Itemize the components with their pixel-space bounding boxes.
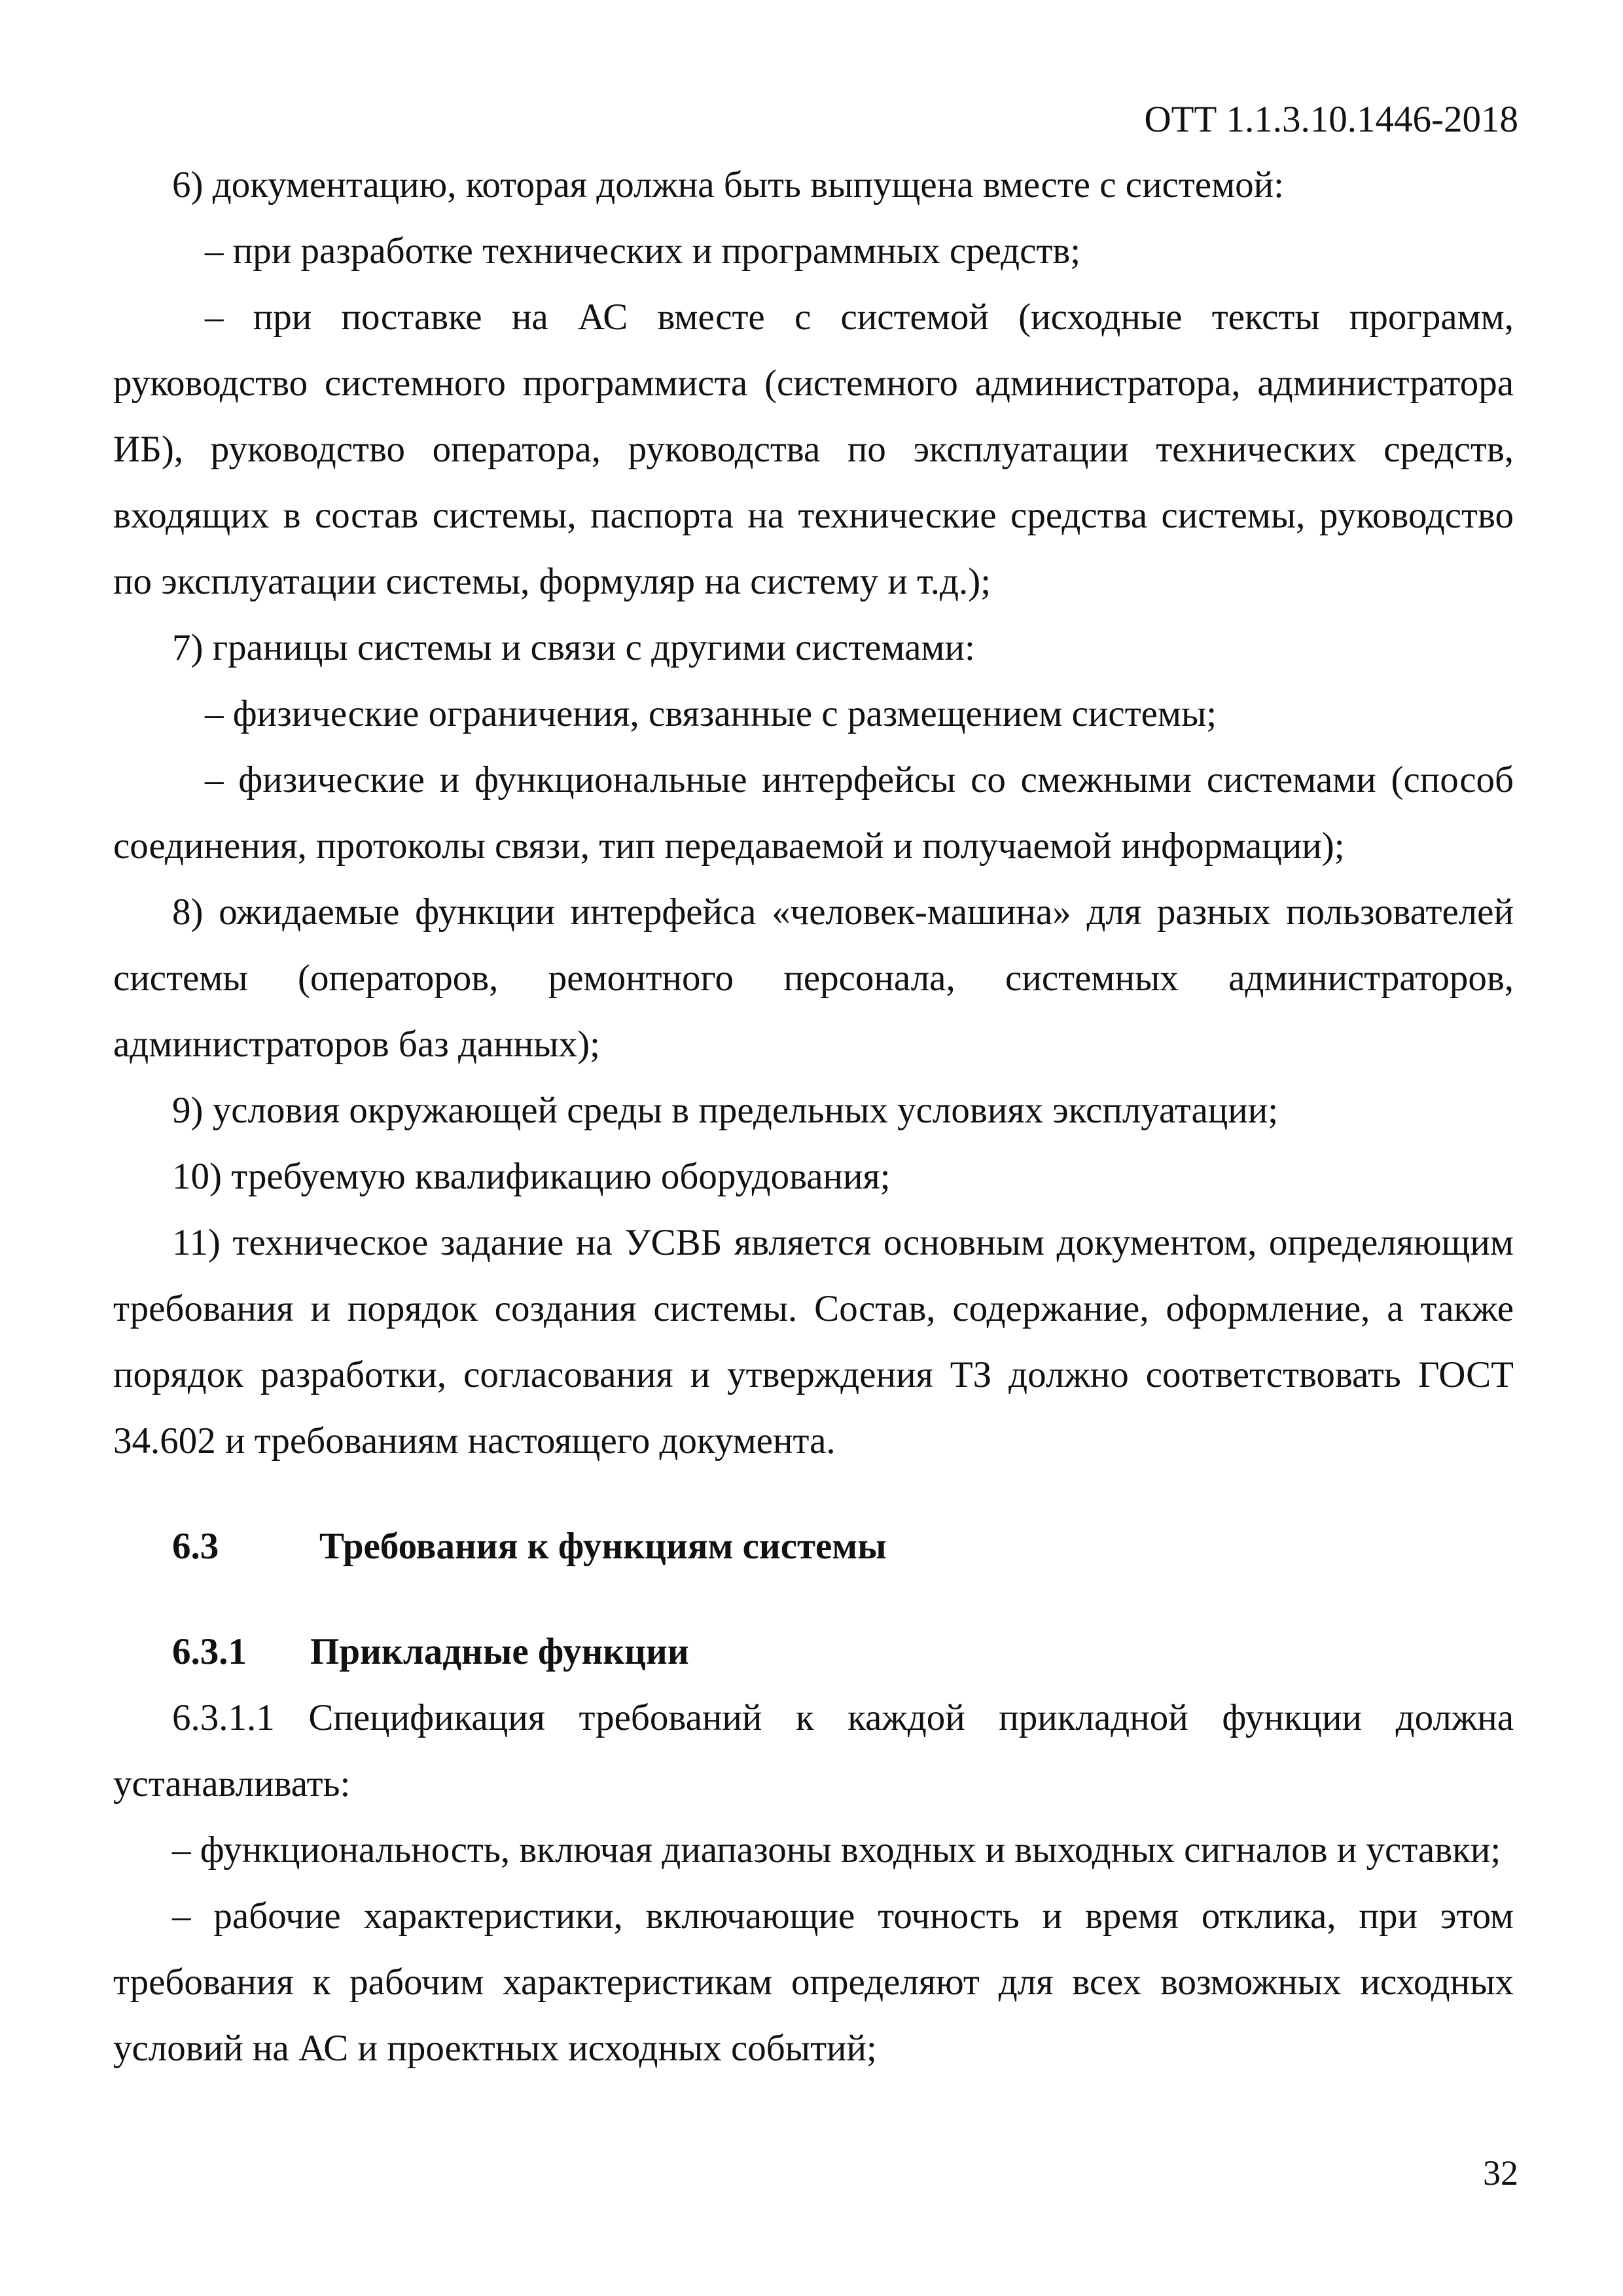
list-item-9: 9) условия окружающей среды в предельных условиях эксплуатации; xyxy=(172,1090,1279,1131)
list-item-8: 8) ожидаемые функции интерфейса «человек-машина» для разных пользователей системы (операторов, ремонтного персонала, системных администраторов, администраторов баз данных); xyxy=(113,891,1514,1065)
page-number: 32 xyxy=(1483,2153,1518,2193)
document-code: ОТТ 1.1.3.10.1446-2018 xyxy=(1144,99,1518,140)
document-body xyxy=(113,152,1514,2081)
clause-6-3-1-1: 6.3.1.1 Спецификация требований к каждой прикладной функции должна устанавливать: xyxy=(113,1697,1514,1804)
section-number: 6.3.1 xyxy=(172,1631,247,1672)
clause-performance: – рабочие характеристики, включающие точность и время отклика, при этом требования к рабочим характеристикам определяют для всех возможных исходных условий на АС и проектных исходных событий; xyxy=(113,1895,1514,2069)
list-item-6-delivery: – при поставке на АС вместе с системой (исходные тексты программ, руководство системного программиста (системного администратора, администратора ИБ), руководство оператора, руководства по эксплуатации технических средств, входящих в состав системы, паспорта на технические средства системы, руководство по эксплуатации системы, формуляр на систему и т.д.); xyxy=(113,296,1514,602)
list-item-6: 6) документацию, которая должна быть выпущена вместе с системой: xyxy=(172,164,1285,206)
list-item-6-dev: – при разработке технических и программных средств; xyxy=(205,230,1081,272)
list-item-7: 7) границы системы и связи с другими системами: xyxy=(172,627,975,668)
section-number: 6.3 xyxy=(172,1526,219,1567)
list-item-11: 11) техническое задание на УСВБ является основным документом, определяющим требования и порядок создания системы. Состав, содержание, оформление, а также порядок разработки, согласования и утверждения ТЗ должно соответствовать ГОСТ 34.602 и требованиям настоящего документа. xyxy=(113,1222,1514,1462)
list-item-7-interfaces: – физические и функциональные интерфейсы со смежными системами (способ соединения, протоколы связи, тип передаваемой и получаемой информации); xyxy=(113,759,1514,867)
list-item-7-physical: – физические ограничения, связанные с размещением системы; xyxy=(205,693,1217,734)
section-heading-6-3 xyxy=(113,1513,1514,1579)
section-title: Требования к функциям системы xyxy=(319,1526,887,1567)
section-heading-6-3-1 xyxy=(113,1619,1514,1685)
clause-functionality: – функциональность, включая диапазоны входных и выходных сигналов и уставки; xyxy=(172,1829,1501,1871)
list-item-10: 10) требуемую квалификацию оборудования; xyxy=(172,1156,891,1197)
section-title: Прикладные функции xyxy=(310,1631,689,1672)
